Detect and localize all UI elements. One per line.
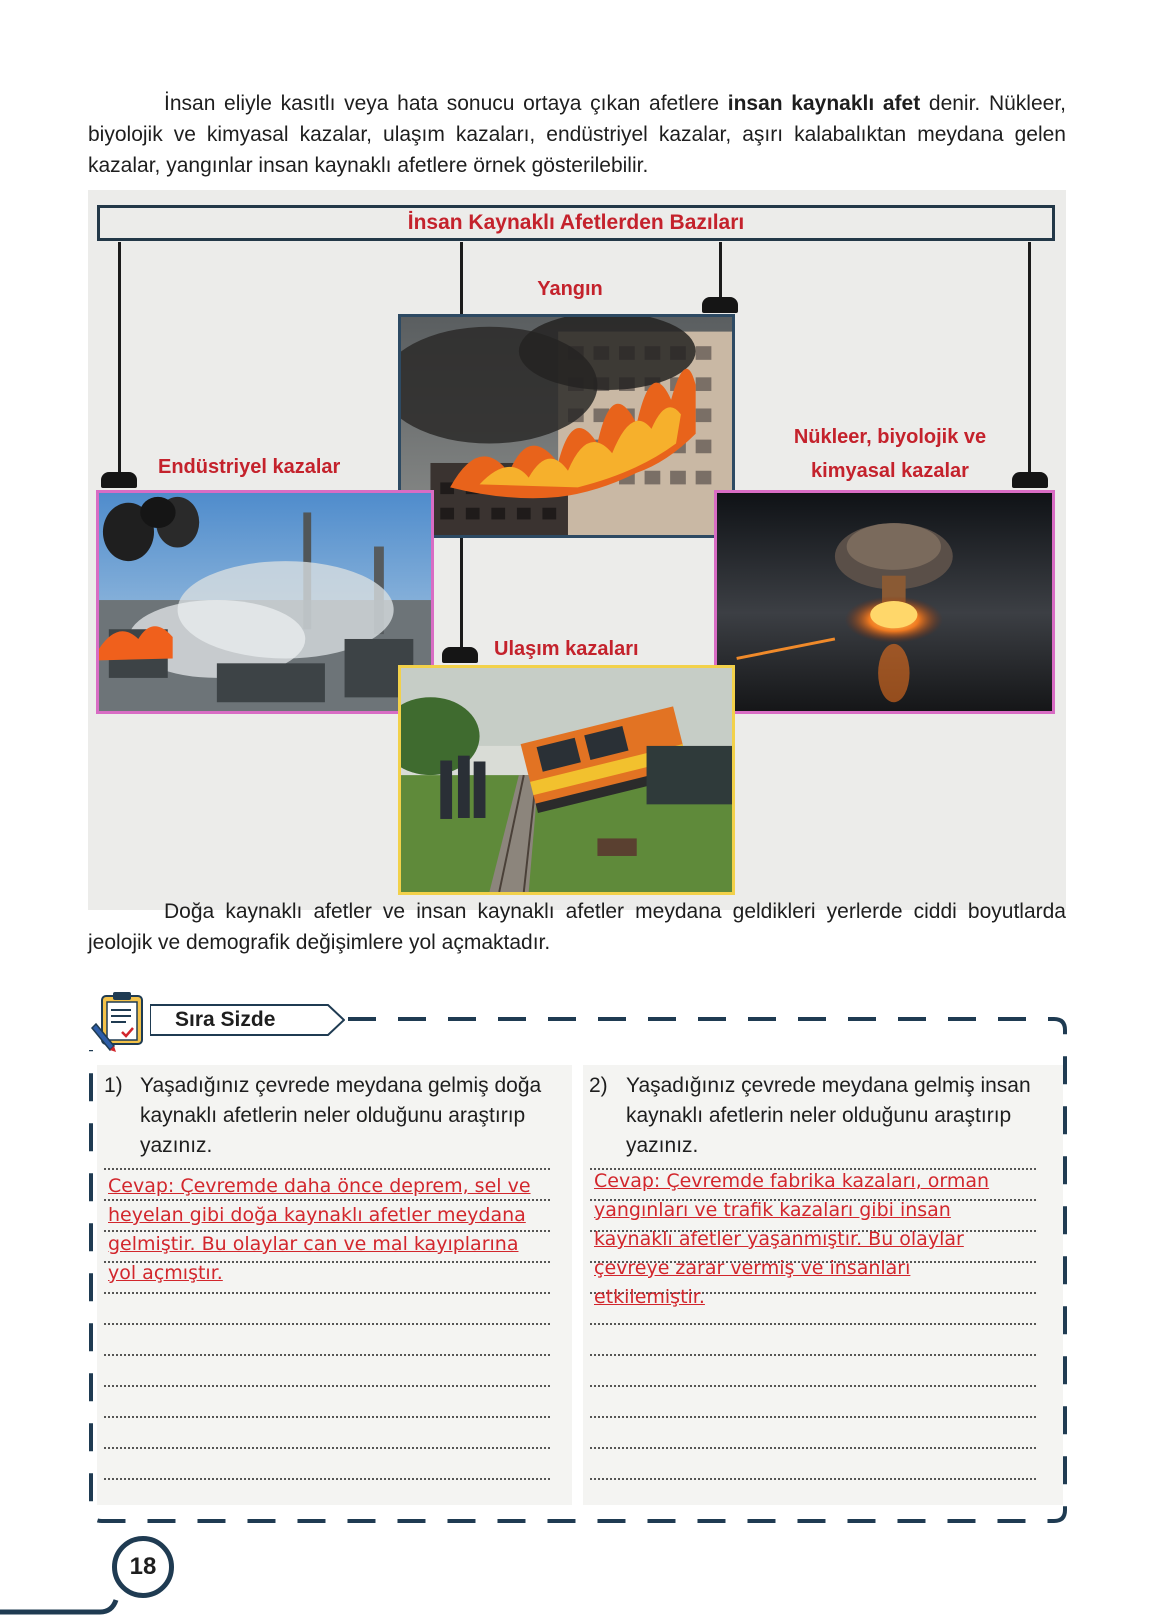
answer-line <box>104 1447 550 1449</box>
answer-line <box>590 1385 1036 1387</box>
intro-text-end: denir. Nükleer, biyolojik ve kimyasal kazalar, ulaşım kazaları, endüstriyel kazalar, aşırı kalabalıktan meydana gelen kazalar, yangınlar insan kaynaklı afetlere örnek gösterilebilir. <box>88 92 1066 177</box>
activity-tab-label: Sıra Sizde <box>175 1008 276 1031</box>
answer-line <box>104 1385 550 1387</box>
diagram-title: İnsan Kaynaklı Afetlerden Bazıları <box>97 205 1055 241</box>
question-1-number: 1) <box>104 1074 123 1097</box>
answer-line <box>590 1478 1036 1480</box>
question-2-number: 2) <box>589 1074 608 1097</box>
hanger-clip-industrial <box>101 472 137 488</box>
answer-line <box>590 1323 1036 1325</box>
intro-bold-term: insan kaynaklı afet <box>727 92 921 115</box>
answer-line <box>590 1447 1036 1449</box>
intro-text-start: İnsan eliyle kasıtlı veya hata sonucu ortaya çıkan afetlere <box>164 92 728 115</box>
page-number: 18 <box>112 1536 174 1598</box>
intro-paragraph <box>88 88 1066 181</box>
fire-photo <box>398 314 735 538</box>
caption-fire: Yangın <box>537 278 603 300</box>
caption-nuclear: Nükleer, biyolojik ve kimyasal kazalar <box>793 426 987 482</box>
caption-transport: Ulaşım kazaları <box>494 638 639 660</box>
wire-nuclear <box>1028 242 1031 476</box>
answer-line <box>104 1354 550 1356</box>
industrial-photo <box>96 490 434 714</box>
wire-fire-right <box>719 242 722 298</box>
outro-paragraph <box>88 896 1066 958</box>
answer-line <box>590 1354 1036 1356</box>
answer-2-text: Cevap: Çevremde fabrika kazaları, orman yangınları ve trafik kazaları gibi insan kaynaklı afetler yaşanmıştır. Bu olaylar çevreye zarar vermiş ve insanları etkilemiştir. <box>594 1170 990 1308</box>
nuclear-photo <box>714 490 1055 714</box>
wire-transport <box>460 535 463 647</box>
wire-industrial <box>118 242 121 476</box>
answer-1-text: Cevap: Çevremde daha önce deprem, sel ve heyelan gibi doğa kaynaklı afetler meydana gelmiştir. Bu olaylar can ve mal kayıplarına yol açmıştır. <box>108 1175 531 1284</box>
wire-fire <box>460 242 463 314</box>
clipboard-pen-icon <box>86 988 152 1054</box>
answer-line <box>104 1416 550 1418</box>
answer-line <box>104 1478 550 1480</box>
answer-line <box>590 1416 1036 1418</box>
answer-line <box>104 1168 550 1170</box>
hanger-clip-fire <box>702 297 738 313</box>
transport-photo <box>398 665 735 895</box>
question-1-text: Yaşadığınız çevrede meydana gelmiş doğa kaynaklı afetlerin neler olduğunu araştırıp yazınız. <box>140 1074 542 1157</box>
outro-text: Doğa kaynaklı afetler ve insan kaynaklı afetler meydana geldikleri yerlerde ciddi boyutlarda jeolojik ve demografik değişimlere yol açmaktadır. <box>88 900 1066 954</box>
answer-line <box>104 1323 550 1325</box>
caption-industrial: Endüstriyel kazalar <box>158 456 341 478</box>
answer-line <box>104 1292 550 1294</box>
question-2-text: Yaşadığınız çevrede meydana gelmiş insan kaynaklı afetlerin neler olduğunu araştırıp yazınız. <box>626 1074 1031 1157</box>
hanger-clip-nuclear <box>1012 472 1048 488</box>
hanger-clip-transport <box>442 647 478 663</box>
